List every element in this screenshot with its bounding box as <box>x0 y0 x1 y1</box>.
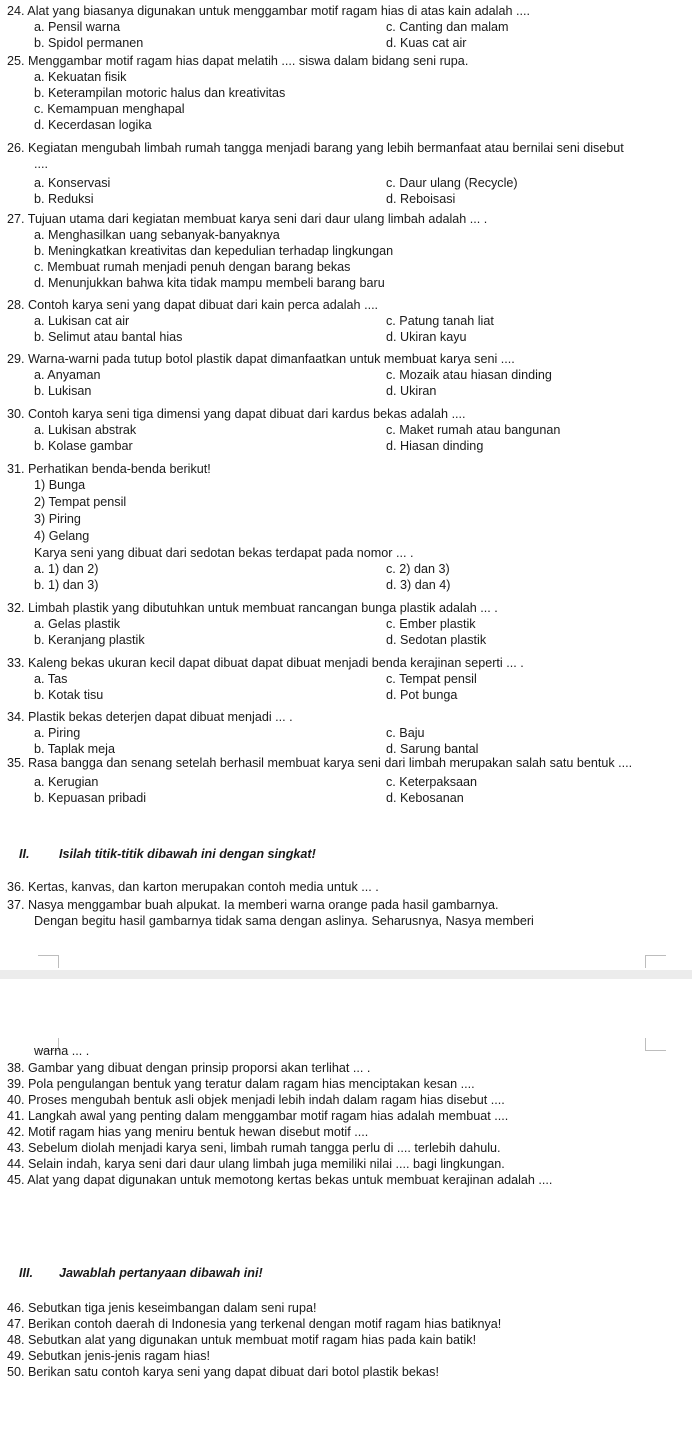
option-a: a. Tas <box>34 672 68 686</box>
option-b: b. 1) dan 3) <box>34 578 99 592</box>
option-b: b. Meningkatkan kreativitas dan kepedulian terhadap lingkungan <box>34 244 394 258</box>
question-34 <box>0 709 692 757</box>
option-c: c. Membuat rumah menjadi penuh dengan barang bekas <box>34 260 351 274</box>
question-text: 34. Plastik bekas deterjen dapat dibuat menjadi ... . <box>7 710 293 724</box>
option-b: b. Kepuasan pribadi <box>34 791 147 805</box>
options <box>0 774 692 806</box>
option-b: b. Kotak tisu <box>34 688 104 702</box>
question-37-end <box>0 1043 692 1059</box>
essay-questions <box>0 1300 692 1380</box>
question-33 <box>0 655 692 703</box>
question-27 <box>0 211 692 291</box>
option-d: d. Sedotan plastik <box>386 633 487 647</box>
question-tail: Karya seni yang dibuat dari sedotan bekas terdapat pada nomor ... . <box>34 546 414 560</box>
option-d: d. Kebosanan <box>386 791 464 805</box>
question-42: 42. Motif ragam hias yang meniru bentuk hewan disebut motif .... <box>7 1125 369 1139</box>
options <box>0 175 692 207</box>
question-40: 40. Proses mengubah bentuk asli objek menjadi lebih indah dalam ragam hias disebut .... <box>7 1093 505 1107</box>
list-item: 1) Bunga <box>34 478 86 492</box>
question-text: 31. Perhatikan benda-benda berikut! <box>7 462 211 476</box>
option-d: d. 3) dan 4) <box>386 578 451 592</box>
fill-questions <box>0 1060 692 1188</box>
option-b: b. Kolase gambar <box>34 439 133 453</box>
question-50: 50. Berikan satu contoh karya seni yang dapat dibuat dari botol plastik bekas! <box>7 1365 439 1379</box>
option-d: d. Pot bunga <box>386 688 458 702</box>
question-35 <box>0 755 692 806</box>
option-c: c. Tempat pensil <box>386 672 477 686</box>
question-46: 46. Sebutkan tiga jenis keseimbangan dalam seni rupa! <box>7 1301 317 1315</box>
option-c: c. Canting dan malam <box>386 20 509 34</box>
question-25 <box>0 53 692 133</box>
option-b: b. Reduksi <box>34 192 94 206</box>
options <box>0 561 692 593</box>
question-26 <box>0 140 692 207</box>
section-3-heading <box>0 1265 692 1281</box>
question-30 <box>0 406 692 454</box>
option-a: a. Konservasi <box>34 176 111 190</box>
option-d: d. Reboisasi <box>386 192 456 206</box>
question-text: 36. Kertas, kanvas, dan karton merupakan contoh media untuk ... . <box>7 880 379 894</box>
question-text: 25. Menggambar motif ragam hias dapat melatih .... siswa dalam bidang seni rupa. <box>7 54 469 68</box>
option-b: b. Spidol permanen <box>34 36 144 50</box>
options <box>0 671 692 703</box>
question-text-continued: Dengan begitu hasil gambarnya tidak sama dengan aslinya. Seharusnya, Nasya memberi <box>34 914 534 928</box>
option-d: d. Menunjukkan bahwa kita tidak mampu membeli barang baru <box>34 276 385 290</box>
question-43: 43. Sebelum diolah menjadi karya seni, limbah rumah tangga perlu di .... terlebih dahulu. <box>7 1141 501 1155</box>
option-a: a. Kekuatan fisik <box>34 70 127 84</box>
option-c: c. Keterpaksaan <box>386 775 478 789</box>
option-c: c. Kemampuan menghapal <box>34 102 185 116</box>
question-text: 29. Warna-warni pada tutup botol plastik dapat dimanfaatkan untuk membuat karya seni .... <box>7 352 515 366</box>
option-b: b. Keterampilan motoric halus dan kreativitas <box>34 86 286 100</box>
option-a: a. Anyaman <box>34 368 101 382</box>
question-41: 41. Langkah awal yang penting dalam menggambar motif ragam hias adalah membuat .... <box>7 1109 509 1123</box>
section-title: Isilah titik-titik dibawah ini dengan singkat! <box>59 847 316 861</box>
question-text: 37. Nasya menggambar buah alpukat. Ia memberi warna orange pada hasil gambarnya. <box>7 898 499 912</box>
options <box>0 422 692 454</box>
question-49: 49. Sebutkan jenis-jenis ragam hias! <box>7 1349 211 1363</box>
question-47: 47. Berikan contoh daerah di Indonesia yang terkenal dengan motif ragam hias batiknya! <box>7 1317 502 1331</box>
option-d: d. Kecerdasan logika <box>34 118 152 132</box>
option-a: a. Pensil warna <box>34 20 121 34</box>
question-38: 38. Gambar yang dibuat dengan prinsip proporsi akan terlihat ... . <box>7 1061 371 1075</box>
option-a: a. 1) dan 2) <box>34 562 99 576</box>
question-text: 28. Contoh karya seni yang dapat dibuat dari kain perca adalah .... <box>7 298 379 312</box>
option-b: b. Keranjang plastik <box>34 633 145 647</box>
question-text: 35. Rasa bangga dan senang setelah berhasil membuat karya seni dari limbah merupakan salah satu bentuk .... <box>7 756 633 770</box>
question-31 <box>0 461 692 593</box>
list-item: 3) Piring <box>34 512 81 526</box>
question-45: 45. Alat yang dapat digunakan untuk memotong kertas bekas untuk membuat kerajinan adalah .... <box>7 1173 553 1187</box>
question-32 <box>0 600 692 648</box>
options <box>0 313 692 345</box>
option-c: c. Daur ulang (Recycle) <box>386 176 518 190</box>
question-37 <box>0 897 692 929</box>
option-d: d. Sarung bantal <box>386 742 479 756</box>
option-a: a. Lukisan cat air <box>34 314 130 328</box>
question-text: 30. Contoh karya seni tiga dimensi yang dapat dibuat dari kardus bekas adalah .... <box>7 407 466 421</box>
options <box>0 19 692 51</box>
option-b: b. Lukisan <box>34 384 92 398</box>
question-text: 27. Tujuan utama dari kegiatan membuat karya seni dari daur ulang limbah adalah ... . <box>7 212 488 226</box>
question-text: 33. Kaleng bekas ukuran kecil dapat dibuat dapat dibuat menjadi benda kerajinan seperti ... . <box>7 656 524 670</box>
section-2-heading <box>0 846 692 862</box>
crop-corner-top-right <box>645 955 666 968</box>
section-title: Jawablah pertanyaan dibawah ini! <box>59 1266 263 1280</box>
list-item: 2) Tempat pensil <box>34 495 127 509</box>
page-break-divider <box>0 970 692 979</box>
option-b: b. Taplak meja <box>34 742 115 756</box>
option-a: a. Kerugian <box>34 775 99 789</box>
option-c: c. Baju <box>386 726 425 740</box>
options <box>0 616 692 648</box>
option-c: c. Ember plastik <box>386 617 476 631</box>
option-c: c. Maket rumah atau bangunan <box>386 423 561 437</box>
option-a: a. Menghasilkan uang sebanyak-banyaknya <box>34 228 280 242</box>
option-a: a. Gelas plastik <box>34 617 121 631</box>
question-text: 32. Limbah plastik yang dibutuhkan untuk membuat rancangan bunga plastik adalah ... . <box>7 601 498 615</box>
option-d: d. Ukiran kayu <box>386 330 467 344</box>
question-48: 48. Sebutkan alat yang digunakan untuk membuat motif ragam hias pada kain batik! <box>7 1333 477 1347</box>
option-a: a. Lukisan abstrak <box>34 423 137 437</box>
options <box>0 725 692 757</box>
question-29 <box>0 351 692 399</box>
crop-corner-top-left <box>38 955 59 968</box>
question-24 <box>0 3 692 51</box>
question-28 <box>0 297 692 345</box>
section-number: III. <box>19 1266 33 1280</box>
option-c: c. Mozaik atau hiasan dinding <box>386 368 552 382</box>
option-b: b. Selimut atau bantal hias <box>34 330 183 344</box>
option-c: c. 2) dan 3) <box>386 562 450 576</box>
question-text: 26. Kegiatan mengubah limbah rumah tangga menjadi barang yang lebih bermanfaat atau bernilai seni disebut .... <box>7 141 624 171</box>
question-36 <box>0 879 692 895</box>
question-39: 39. Pola pengulangan bentuk yang teratur dalam ragam hias menciptakan kesan .... <box>7 1077 475 1091</box>
options <box>0 367 692 399</box>
question-text-continued: warna ... . <box>34 1044 90 1058</box>
option-a: a. Piring <box>34 726 81 740</box>
question-text: 24. Alat yang biasanya digunakan untuk menggambar motif ragam hias di atas kain adalah .... <box>7 4 530 18</box>
section-number: II. <box>19 847 30 861</box>
list-item: 4) Gelang <box>34 529 90 543</box>
option-d: d. Ukiran <box>386 384 437 398</box>
option-d: d. Kuas cat air <box>386 36 467 50</box>
question-44: 44. Selain indah, karya seni dari daur ulang limbah juga memiliki nilai .... bagi lingkungan. <box>7 1157 505 1171</box>
option-d: d. Hiasan dinding <box>386 439 484 453</box>
option-c: c. Patung tanah liat <box>386 314 494 328</box>
